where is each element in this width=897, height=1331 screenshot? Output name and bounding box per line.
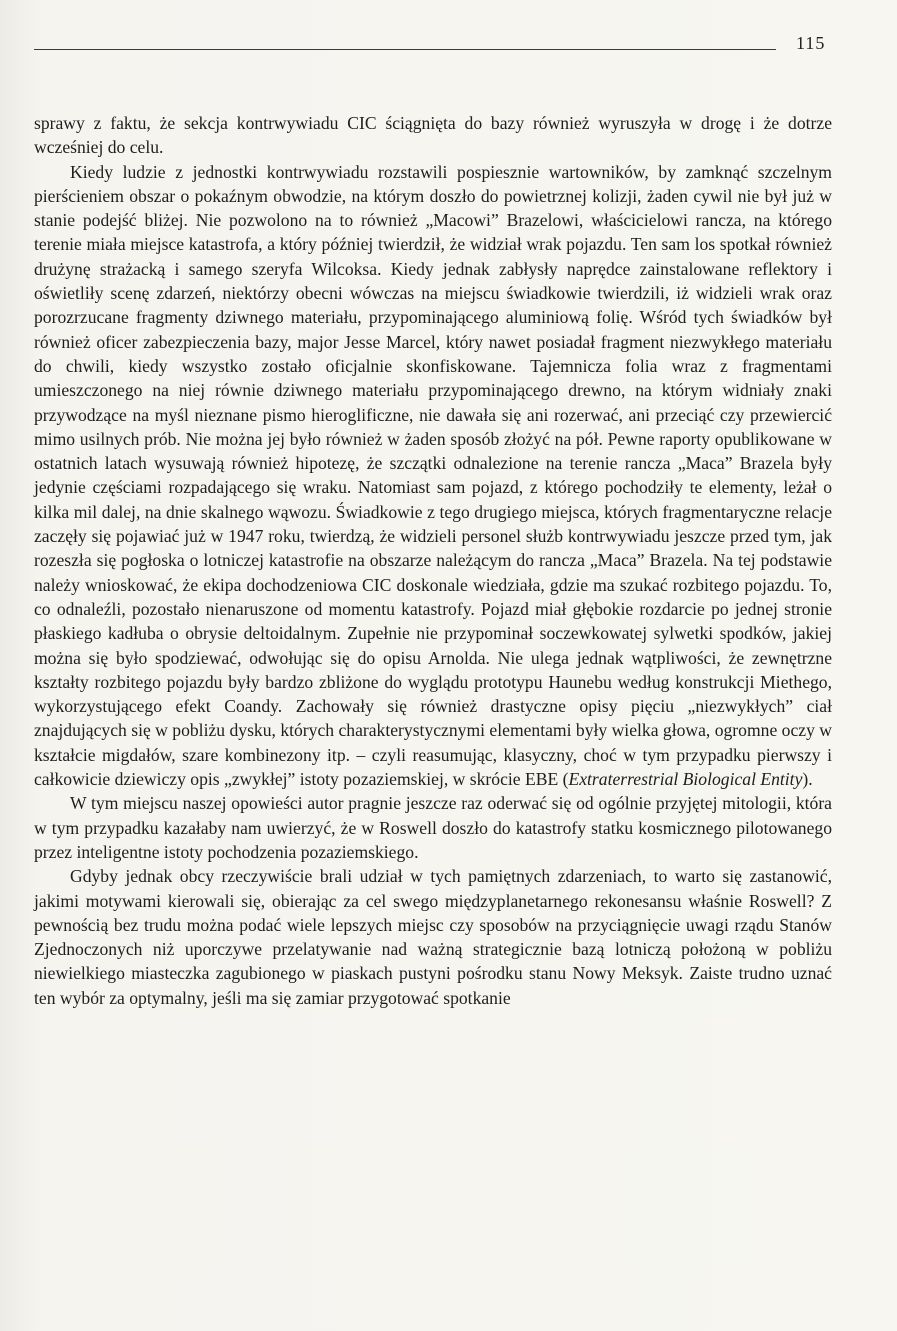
paragraph-mythology: [34, 791, 832, 864]
paragraph-crash-site: [34, 160, 832, 792]
paragraph-text-end: ).: [802, 769, 813, 790]
paragraph-text: W tym miejscu naszej opowieści autor pragnie jeszcze raz oderwać się od ogólnie przyjętej mitologii, która w tym przypadku kazałaby nam uwierzyć, że w Roswell doszło do katastrofy statku kosmicznego pilotowanego przez inteligentne istoty pochodzenia pozaziemskiego.: [34, 793, 832, 862]
header-rule: [34, 49, 776, 50]
paragraph-motives: [34, 864, 832, 1010]
page-number: 115: [796, 33, 826, 53]
paragraph-text: Kiedy ludzie z jednostki kontrwywiadu rozstawili pospiesznie wartowników, by zamknąć szczelnym pierścieniem obszar o pokaźnym obwodzie, na którym doszło do powietrznej kolizji, żaden cywil nie był już w stanie podejść bliżej. Nie pozwolono na to również „Macowi” Brazelowi, właścicielowi rancza, na którego terenie miała miejsce katastrofa, a który później twierdził, że widział wrak pojazdu. Ten sam los spotkał również drużynę strażacką i samego szeryfa Wilcoksa. Kiedy jednak zabłysły naprędce zainstalowane reflektory i oświetliły scenę zdarzeń, niektórzy obecni wówczas na miejscu świadkowie twierdzili, iż widzieli wrak oraz porozrzucane fragmenty dziwnego materiału, przypominającego aluminiową folię. Wśród tych świadków był również oficer zabezpieczenia bazy, major Jesse Marcel, który nawet posiadał fragment niezwykłego materiału do chwili, kiedy wszystko zostało oficjalnie skonfiskowane. Tajemnicza folia wraz z fragmentami umieszczonego na niej równie dziwnego materiału przypominającego drewno, na którym widniały znaki przywodzące na myśl nieznane pismo hieroglificzne, nie dawała się ani rozerwać, ani przeciąć czy przewiercić mimo usilnych prób. Nie można jej było również w żaden sposób złożyć na pół. Pewne raporty opublikowane w ostatnich latach wysuwają również hipotezę, że szczątki odnalezione na terenie rancza „Maca” Brazela były jedynie częściami rozpadającego się wraku. Natomiast sam pojazd, z którego pochodziły te elementy, leżał o kilka mil dalej, na dnie skalnego wąwozu. Świadkowie z tego drugiego miejsca, których fragmentaryczne relacje zaczęły się pojawiać już w 1947 roku, twierdzą, że widzieli personel służb kontrwywiadu jeszcze przed tym, jak rozeszła się pogłoska o lotniczej katastrofie na obszarze należącym do rancza „Maca” Brazela. Na tej podstawie należy wnioskować, że ekipa dochodzeniowa CIC doskonale wiedziała, gdzie ma szukać rozbitego pojazdu. To, co odnaleźli, pozostało nienaruszone od momentu katastrofy. Pojazd miał głębokie rozdarcie po jednej stronie płaskiego kadłuba o obrysie deltoidalnym. Zupełnie nie przypominał soczewkowatej sylwetki spodków, jakiej można się było spodziewać, odwołując się do opisu Arnolda. Nie ulega jednak wątpliwości, że zewnętrzne kształty rozbitego pojazdu były bardzo zbliżone do wyglądu prototypu Haunebu według konstrukcji Miethego, wykorzystującego efekt Coandy. Zachowały się również drastyczne opisy pięciu „niezwykłych” ciał znajdujących się w pobliżu dysku, których charakterystycznymi elementami były wielka głowa, ogromne oczy w kształcie migdałów, szare kombinezony itp. – czyli reasumując, klasyczny, choć w tym przypadku pierwszy i całkowicie dziewiczy opis „zwykłej” istoty pozaziemskiej, w skrócie EBE (: [34, 161, 832, 790]
paragraph-text: sprawy z faktu, że sekcja kontrwywiadu CIC ściągnięta do bazy również wyruszyła w drogę i że dotrze wcześniej do celu.: [34, 113, 832, 158]
body-text: [34, 111, 832, 1010]
italic-term: Extraterrestrial Biological Entity: [568, 769, 803, 790]
paragraph-text: Gdyby jednak obcy rzeczywiście brali udział w tych pamiętnych zdarzeniach, to warto się zastanowić, jakimi motywami kierowali się, obierając za cel swego międzyplanetarnego rekonesansu właśnie Roswell? Z pewnością bez trudu można podać wiele lepszych miejsc czy sposobów na przyciągnięcie uwagi rządu Stanów Zjednoczonych niż uporczywe przelatywanie nad ważną strategicznie bazą lotniczą położoną w pobliżu niewielkiego miasteczka zagubionego w piaskach pustyni pośrodku stanu Nowy Meksyk. Zaiste trudno uznać ten wybór za optymalny, jeśli ma się zamiar przygotować spotkanie: [34, 866, 832, 1008]
paragraph-continuation: [34, 111, 832, 160]
